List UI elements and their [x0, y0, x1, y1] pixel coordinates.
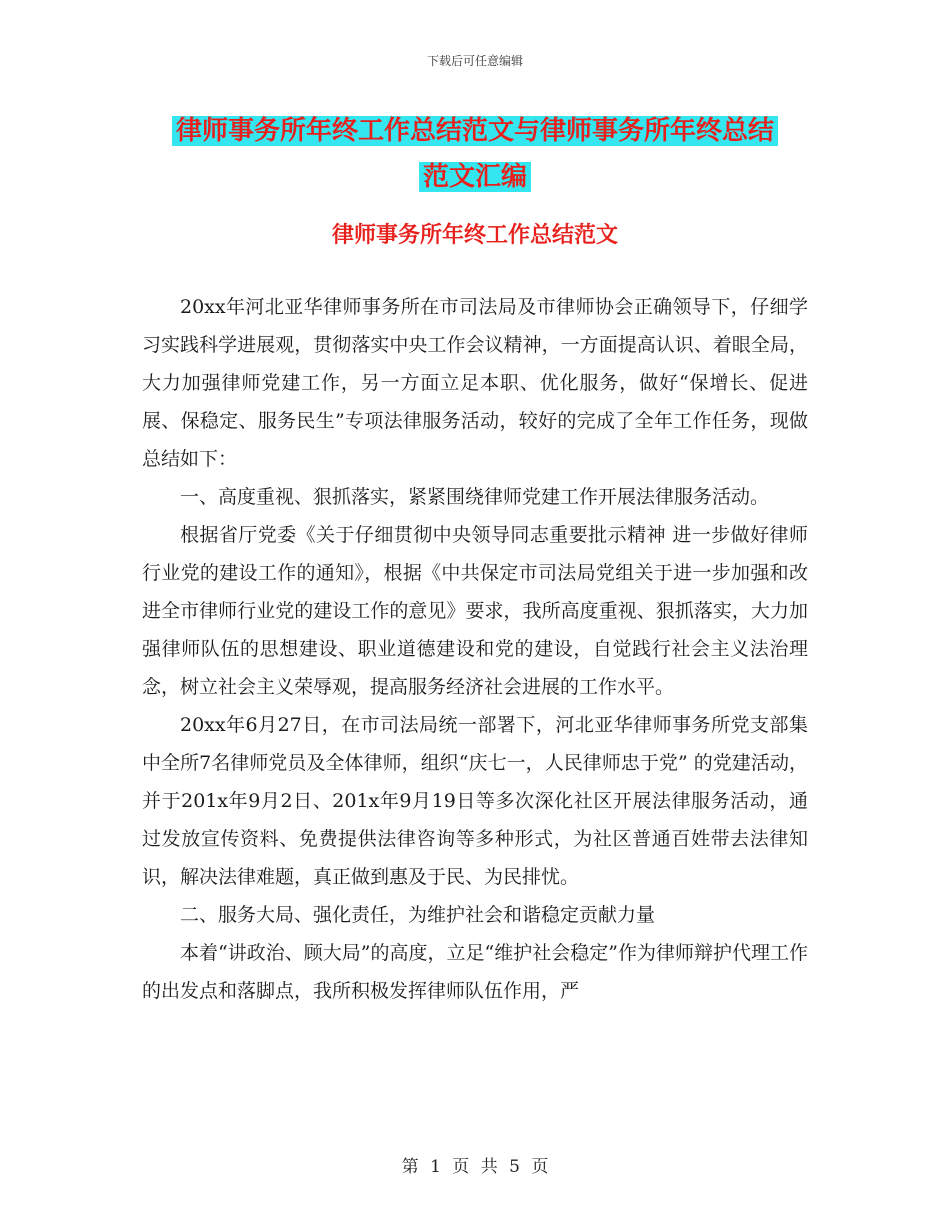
document-title-line-2: 范文汇编 [419, 162, 531, 192]
paragraph: 20xx年河北亚华律师事务所在市司法局及市律师协会正确领导下，仔细学习实践科学进展观，贯彻落实中央工作会议精神，一方面提高认识、着眼全局，大力加强律师党建工作，另一方面立足本职、优化服务，做好“保增长、促进展、保稳定、服务民生”专项法律服务活动，较好的完成了全年工作任务，现做总结如下： [142, 296, 808, 470]
document-title-line-1: 律师事务所年终工作总结范文与律师事务所年终总结 [172, 116, 778, 146]
document-body [142, 288, 808, 1010]
page-number: 第 1 页 共 5 页 [401, 1157, 549, 1177]
document-title [0, 108, 950, 200]
page-header-note: 下载后可任意编辑 [426, 54, 523, 68]
paragraph: 20xx年6月27日，在市司法局统一部署下，河北亚华律师事务所党支部集中全所7名律师党员及全体律师，组织“庆七一，人民律师忠于党” 的党建活动，并于201x年9月2日、201x年9月19日等多次深化社区开展法律服务活动，通过发放宣传资料、免费提供法律咨询等多种形式，为社区普通百姓带去法律知识，解决法律难题，真正做到惠及于民、为民排忧。 [142, 714, 808, 888]
section-title: 律师事务所年终工作总结范文 [331, 223, 618, 248]
paragraph: 一、高度重视、狠抓落实，紧紧围绕律师党建工作开展法律服务活动。 [180, 486, 770, 508]
paragraph: 本着“讲政治、顾大局”的高度，立足“维护社会稳定”作为律师辩护代理工作的出发点和落脚点，我所积极发挥律师队伍作用，严 [142, 942, 808, 1002]
paragraph: 二、服务大局、强化责任，为维护社会和谐稳定贡献力量 [180, 904, 656, 926]
paragraph: 根据省厅党委《关于仔细贯彻中央领导同志重要批示精神 进一步做好律师行业党的建设工作的通知》，根据《中共保定市司法局党组关于进一步加强和改进全市律师行业党的建设工作的意见》要求，我所高度重视、狠抓落实，大力加强律师队伍的思想建设、职业道德建设和党的建设，自觉践行社会主义法治理念，树立社会主义荣辱观，提高服务经济社会进展的工作水平。 [142, 524, 808, 698]
